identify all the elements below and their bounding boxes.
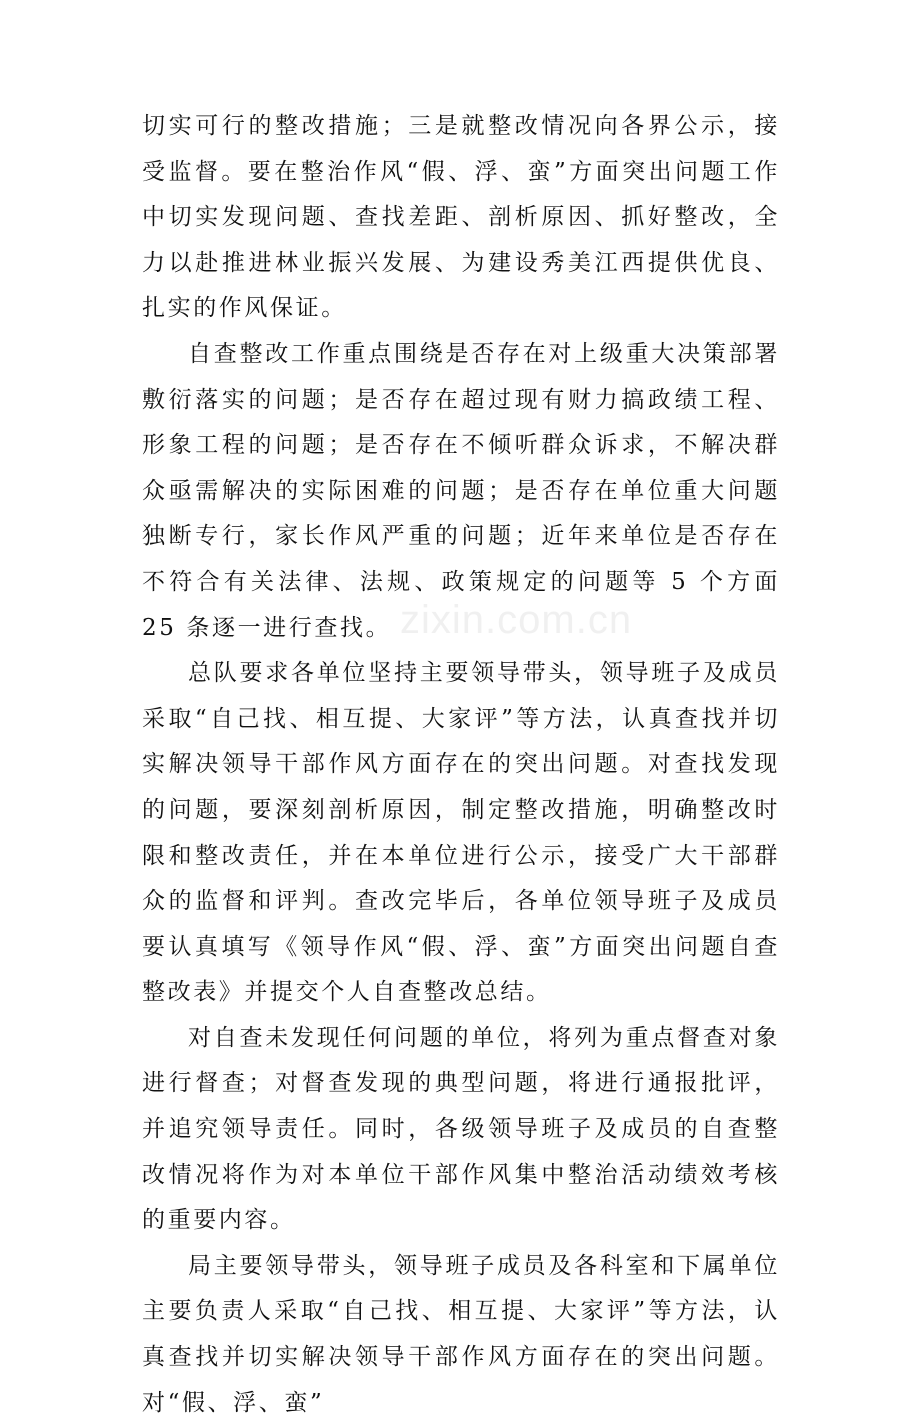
- paragraph-2: 自查整改工作重点围绕是否存在对上级重大决策部署敷衍落实的问题；是否存在超过现有财力搞政绩工程、形象工程的问题；是否存在不倾听群众诉求，不解决群众亟需解决的实际困难的问题；是否存在单位重大问题独断专行，家长作风严重的问题；近年来单位是否存在不符合有关法律、法规、政策规定的问题等 5 个方面 25 条逐一进行查找。: [142, 340, 780, 641]
- paragraph-3: 总队要求各单位坚持主要领导带头，领导班子及成员采取“自己找、相互提、大家评”等方法，认真查找并切实解决领导干部作风方面存在的突出问题。对查找发现的问题，要深刻剖析原因，制定整改措施，明确整改时限和整改责任，并在本单位进行公示，接受广大干部群众的监督和评判。查改完毕后，各单位领导班子及成员要认真填写《领导作风“假、浮、蛮”方面突出问题自查整改表》并提交个人自查整改总结。: [142, 660, 780, 1006]
- paragraph-4: 对自查未发现任何问题的单位，将列为重点督查对象进行督查；对督查发现的典型问题，将进行通报批评，并追究领导责任。同时，各级领导班子及成员的自查整改情况将作为对本单位干部作风集中整治活动绩效考核的重要内容。: [142, 1024, 780, 1234]
- watermark: zixin.com.cn: [400, 598, 633, 642]
- paragraph-1: 切实可行的整改措施；三是就整改情况向各界公示，接受监督。要在整治作风“假、浮、蛮”方面突出问题工作中切实发现问题、查找差距、剖析原因、抓好整改，全力以赴推进林业振兴发展、为建设秀美江西提供优良、扎实的作风保证。: [142, 113, 780, 322]
- paragraph-5: 局主要领导带头，领导班子成员及各科室和下属单位主要负责人采取“自己找、相互提、大家评”等方法，认真查找并切实解决领导干部作风方面存在的突出问题。对“假、浮、蛮”: [142, 1252, 780, 1416]
- document-body: [142, 104, 780, 1426]
